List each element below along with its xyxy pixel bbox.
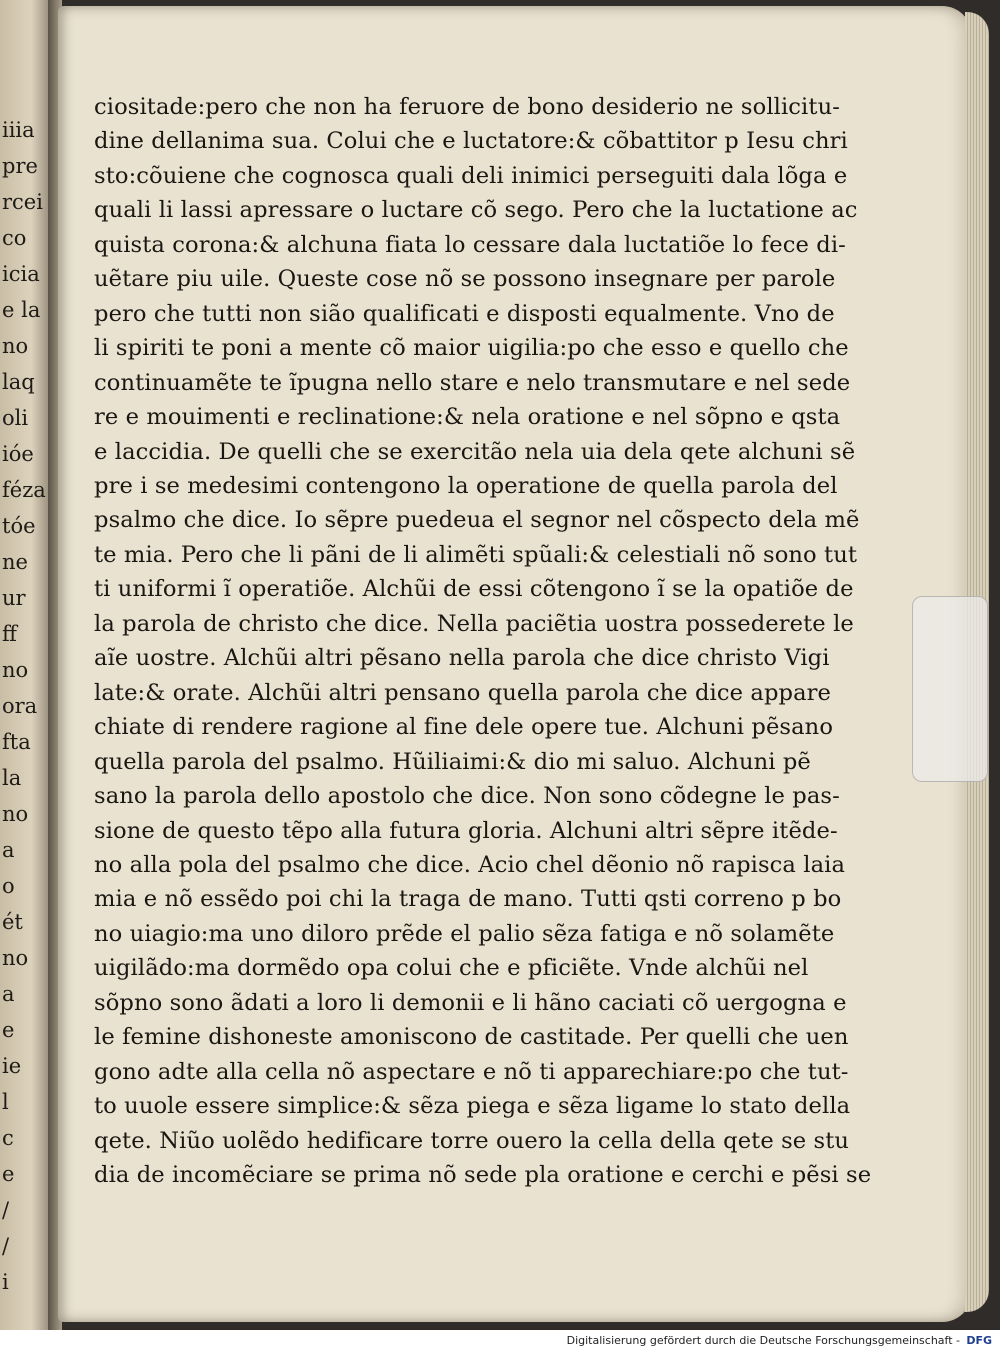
text-line: sano la parola dello apostolo che dice. Non sono cõdegne le pas-	[94, 783, 840, 810]
text-line: re e mouimenti e reclinatione:& nela oratione e nel sõpno e qsta	[94, 404, 841, 431]
left-page-fragment: e	[2, 1018, 15, 1042]
left-page-fragment: /	[2, 1198, 10, 1222]
left-page-fragment: c	[2, 1126, 14, 1150]
left-page-fragment: ne	[2, 550, 28, 574]
left-page-fragment: ur	[2, 586, 26, 610]
left-page-fragment: no	[2, 946, 29, 970]
left-page-fragment: laq	[2, 370, 35, 394]
text-line: gono adte alla cella nõ aspectare e nõ ti apparechiare:po che tut-	[94, 1058, 849, 1085]
left-page-fragment: e	[2, 1162, 15, 1186]
left-page-fragment: ora	[2, 694, 38, 718]
left-page-fragment: /	[2, 1234, 10, 1258]
text-line: dia de incomẽciare se prima nõ sede pla oratione e cerchi e pẽsi se	[94, 1162, 872, 1189]
left-page-fragment: ióe	[2, 442, 34, 466]
left-page-edge	[0, 0, 52, 1330]
text-line: uigilãdo:ma dormẽdo opa colui che e pficiẽte. Vnde alchũi nel	[94, 955, 809, 982]
left-page-fragment: i	[2, 1270, 9, 1294]
left-page-fragment: tóe	[2, 514, 36, 538]
left-page-fragment: ff	[2, 622, 17, 646]
text-line: pero che tutti non sião qualificati e disposti equalmente. Vno de	[94, 300, 835, 327]
left-page-fragment: ie	[2, 1054, 22, 1078]
text-line: late:& orate. Alchũi altri pensano quella parola che dice appare	[94, 679, 832, 706]
page-text	[94, 90, 872, 1193]
text-line: dine dellanima sua. Colui che e luctatore:& cõbattitor p Iesu chri	[94, 128, 848, 155]
left-page-fragment: rcei	[2, 190, 43, 214]
text-line: sto:cõuiene che cognosca quali deli inimici perseguiti dala lõga e	[94, 162, 848, 189]
text-line: continuamẽte te ĩpugna nello stare e nelo transmutare e nel sede	[94, 369, 851, 396]
text-line: ti uniformi ĩ operatiõe. Alchũi de essi cõtengono ĩ se la opatiõe de	[94, 576, 854, 603]
left-page-fragment: pre	[2, 154, 38, 178]
text-line: la parola de christo che dice. Nella paciẽtia uostra possederete le	[94, 610, 854, 637]
text-line: e laccidia. De quelli che se exercitão nela uia dela qete alchuni sẽ	[94, 438, 856, 465]
text-line: qete. Niũo uolẽdo hedificare torre ouero la cella della qete se stu	[94, 1127, 850, 1154]
text-line: mia e nõ essẽdo poi chi la traga de mano. Tutti qsti correno p bo	[94, 886, 842, 913]
text-line: pre i se medesimi contengono la operatione de quella parola del	[94, 472, 838, 499]
text-line: le femine dishoneste amoniscono de castitade. Per quelli che uen	[94, 1024, 849, 1051]
text-line: chiate di rendere ragione al fine dele opere tue. Alchuni pẽsano	[94, 714, 834, 741]
text-line: quista corona:& alchuna fiata lo cessare dala luctatiõe lo fece di-	[94, 231, 846, 258]
dfg-logo: DFG	[966, 1334, 992, 1347]
left-page-fragment: no	[2, 334, 29, 358]
left-page-fragment: co	[2, 226, 27, 250]
text-line: no alla pola del psalmo che dice. Acio chel dẽonio nõ rapisca laia	[94, 851, 846, 878]
left-page-fragment: fta	[2, 730, 31, 754]
left-page-fragment: no	[2, 802, 29, 826]
left-page-fragment: o	[2, 874, 15, 898]
left-page-fragment: l	[2, 1090, 9, 1114]
text-line: quella parola del psalmo. Hũiliaimi:& dio mi saluo. Alchuni pẽ	[94, 748, 811, 775]
left-page-fragment: féza	[2, 478, 46, 502]
footer-credit: Digitalisierung gefördert durch die Deutsche Forschungsgemeinschaft -	[566, 1334, 960, 1347]
text-line: li spiriti te poni a mente cõ maior uigilia:po che esso e quello che	[94, 335, 849, 362]
clip-tab	[912, 596, 988, 782]
text-line: uẽtare piu uile. Queste cose nõ se possono insegnare per parole	[94, 266, 836, 293]
left-page-fragment: iiia	[2, 118, 35, 142]
text-line: quali li lassi apressare o luctare cõ sego. Pero che la luctatione ac	[94, 197, 858, 224]
left-page-fragment: la	[2, 766, 22, 790]
left-page-fragment: no	[2, 658, 29, 682]
left-page-fragment: a	[2, 838, 15, 862]
text-line: psalmo che dice. Io sẽpre puedeua el segnor nel cõspecto dela mẽ	[94, 507, 860, 534]
text-line: ciositade:pero che non ha feruore de bono desiderio ne sollicitu-	[94, 94, 840, 120]
left-page-fragment: oli	[2, 406, 29, 430]
left-page-fragment: ét	[2, 910, 23, 934]
left-page-fragment: a	[2, 982, 15, 1006]
text-line: sione de questo tẽpo alla futura gloria. Alchuni altri sẽpre itẽde-	[94, 817, 838, 844]
left-page-fragment: icia	[2, 262, 40, 286]
text-line: no uiagio:ma uno diloro prẽde el palio sẽza fatiga e nõ solamẽte	[94, 920, 835, 947]
left-page-fragment: e la	[2, 298, 41, 322]
text-line: to uuole essere simplice:& sẽza piega e sẽza ligame lo stato della	[94, 1093, 851, 1120]
text-line: sõpno sono ãdati a loro li demonii e li hãno caciati cõ uergogna e	[94, 989, 847, 1016]
text-line: aĩe uostre. Alchũi altri pẽsano nella parola che dice christo Vigi	[94, 645, 830, 672]
text-line: te mia. Pero che li pãni de li alimẽti spũali:& celestiali nõ sono tut	[94, 541, 858, 568]
